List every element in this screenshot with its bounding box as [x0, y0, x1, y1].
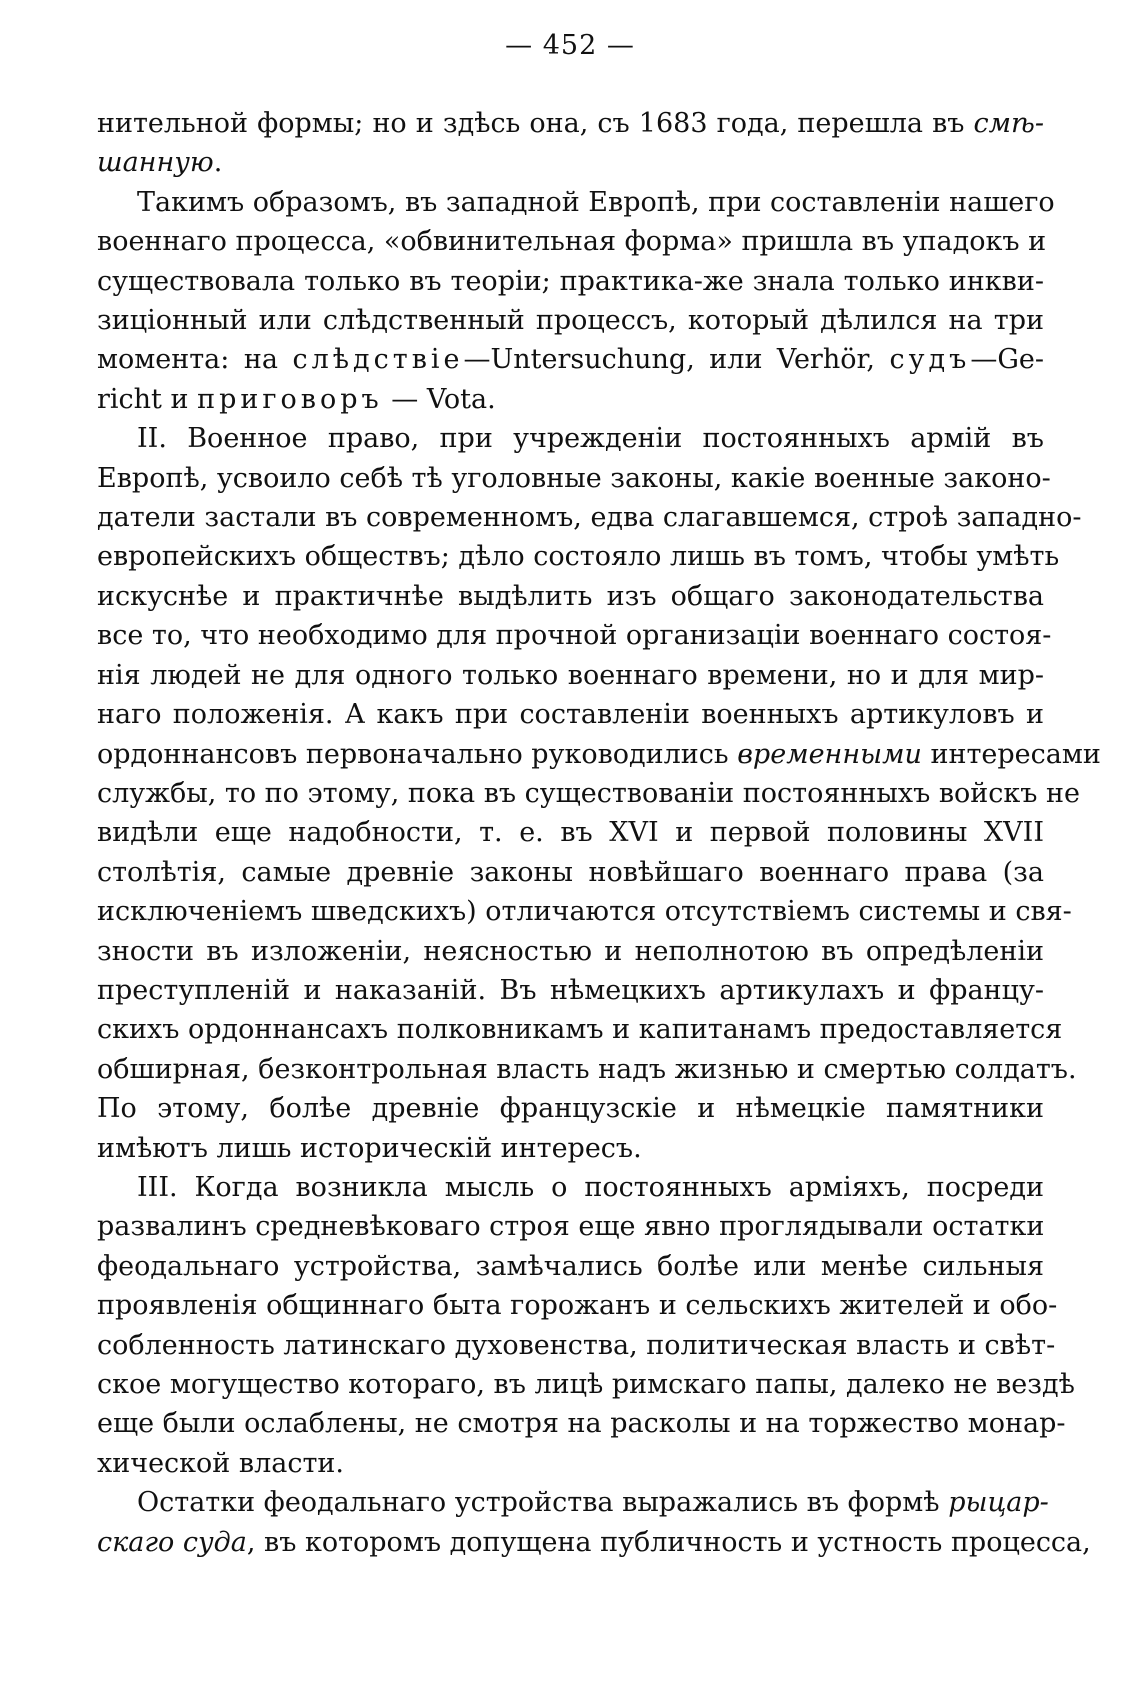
text-line — [97, 1089, 1044, 1128]
text-segment: По этому, болѣе древніе французскіе и нѣмецкіе памятники — [97, 1093, 1044, 1125]
text-segment: европейскихъ обществъ; дѣло состояло лишь въ томъ, чтобы умѣть — [97, 541, 1060, 573]
text-segment: хической власти. — [97, 1447, 344, 1479]
text-line — [97, 1010, 1063, 1049]
text-segment: собленность латинскаго духовенства, политическая власть и свѣт- — [97, 1329, 1056, 1361]
text-line — [97, 183, 1055, 222]
text-segment: Остатки феодальнаго устройства выражались въ формѣ — [137, 1487, 949, 1519]
text-segment: имѣютъ лишь историческій интересъ. — [97, 1132, 642, 1164]
text-line — [97, 262, 1044, 301]
text-line — [97, 1523, 1091, 1562]
text-segment: военнаго процесса, «обвинительная форма» пришла въ упадокъ и — [97, 226, 1047, 258]
text-line — [97, 143, 1044, 182]
paragraph — [97, 183, 1055, 419]
text-segment: столѣтія, самые древніе законы новѣйшаго военнаго права (за — [97, 856, 1044, 888]
text-segment: феодальнаго устройства, замѣчались болѣе или менѣе сильныя — [97, 1250, 1044, 1282]
text-segment: исключеніемъ шведскихъ) отличаются отсутствіемъ системы и свя- — [97, 896, 1072, 928]
paragraph — [97, 1483, 1091, 1562]
text-line — [97, 656, 1044, 695]
italic-text: временными — [737, 738, 922, 770]
text-segment: наго положенія. А какъ при составленіи военныхъ артикуловъ и — [97, 699, 1044, 731]
text-line — [97, 695, 1044, 734]
text-segment: III. Когда возникла мысль о постоянныхъ арміяхъ, посреди — [137, 1171, 1044, 1203]
text-segment: проявленія общиннаго быта горожанъ и сельскихъ жителей и обо- — [97, 1290, 1058, 1322]
italic-text: скаго суда — [97, 1526, 247, 1558]
body-text — [97, 104, 1101, 1562]
text-line — [97, 498, 1082, 537]
spaced-text: судъ — [889, 344, 971, 376]
text-line — [97, 774, 1081, 813]
text-line — [97, 1247, 1044, 1286]
text-segment: видѣли еще надобности, т. е. въ XVI и первой половины XVII — [97, 817, 1044, 849]
text-line — [97, 1365, 1075, 1404]
text-segment: преступленій и наказаній. Въ нѣмецкихъ артикулахъ и францу- — [97, 974, 1044, 1006]
text-segment: richt и — [97, 383, 198, 415]
text-segment: , въ которомъ допущена публичность и устность процесса, — [246, 1526, 1091, 1558]
text-segment: момента: на — [97, 344, 293, 376]
text-line — [97, 1483, 1049, 1522]
text-line — [97, 616, 1052, 655]
text-segment: —Untersuchung, или Verhör, — [463, 344, 890, 376]
text-line — [97, 1207, 1044, 1246]
text-line — [97, 301, 1044, 340]
text-line — [97, 380, 1044, 419]
text-segment: зности въ изложеніи, неясностью и неполнотою въ опредѣленіи — [97, 935, 1044, 967]
text-line — [97, 853, 1044, 892]
text-segment: . — [213, 147, 223, 179]
text-line — [97, 813, 1044, 852]
text-line — [97, 892, 1072, 931]
spaced-text: слѣдствіе — [292, 344, 464, 376]
text-segment: скихъ ордоннансахъ полковникамъ и капитанамъ предоставляется — [97, 1014, 1063, 1046]
paragraph — [97, 1168, 1075, 1483]
text-segment: нія людей не для одного только военнаго времени, но и для мир- — [97, 659, 1044, 691]
text-segment: существовала только въ теоріи; практика-же знала только инкви- — [97, 265, 1044, 297]
italic-text: шанную — [97, 147, 214, 179]
text-segment: II. Военное право, при учрежденіи постоянныхъ армій въ — [137, 423, 1044, 455]
text-segment: ордоннансовъ первоначально руководились — [97, 738, 738, 770]
text-segment: развалинъ средневѣковаго строя еще явно проглядывали остатки — [97, 1211, 1045, 1243]
text-segment: Европѣ, усвоило себѣ тѣ уголовные законы, какіе военные законо- — [97, 462, 1051, 494]
paragraph — [97, 104, 1044, 183]
text-line — [97, 419, 1044, 458]
text-line — [97, 222, 1047, 261]
text-segment: еще были ослаблены, не смотря на расколы и на торжество монар- — [97, 1408, 1066, 1440]
text-line — [97, 1326, 1056, 1365]
text-segment: — Vota. — [382, 383, 496, 415]
text-line — [97, 932, 1044, 971]
text-segment: обширная, безконтрольная власть надъ жизнью и смертью солдатъ. — [97, 1053, 1077, 1085]
text-line — [97, 459, 1051, 498]
text-segment: искуснѣе и практичнѣе выдѣлить изъ общаго законодательства — [97, 580, 1044, 612]
text-line — [97, 1444, 1044, 1483]
text-segment: службы, то по этому, пока въ существованіи постоянныхъ войскъ не — [97, 777, 1081, 809]
text-line — [97, 1168, 1044, 1207]
text-line — [97, 340, 1044, 379]
text-line — [97, 971, 1044, 1010]
text-segment: Такимъ образомъ, въ западной Европѣ, при составленіи нашего — [137, 186, 1055, 218]
text-segment: интересами — [921, 738, 1101, 770]
text-line — [97, 1404, 1066, 1443]
text-line — [97, 537, 1060, 576]
text-line — [97, 577, 1044, 616]
text-segment: нительной формы; но и здѣсь она, съ 1683 года, перешла въ — [97, 108, 974, 139]
spaced-text: приговоръ — [197, 383, 383, 415]
text-segment: датели застали въ современномъ, едва слагавшемся, строѣ западно- — [97, 502, 1082, 534]
text-line — [97, 1286, 1058, 1325]
page-number: — 452 — — [505, 30, 635, 61]
text-line — [97, 735, 1101, 774]
paragraph — [97, 419, 1101, 1168]
text-segment: —Ge- — [970, 344, 1044, 376]
text-line — [97, 1129, 1044, 1168]
text-segment: зиціонный или слѣдственный процессъ, который дѣлился на три — [97, 305, 1044, 337]
text-line — [97, 104, 1044, 143]
text-segment: ское могущество котораго, въ лицѣ римскаго папы, далеко не вездѣ — [97, 1369, 1075, 1400]
text-segment: все то, что необходимо для прочной организаціи военнаго состоя- — [97, 620, 1052, 652]
text-line — [97, 1050, 1077, 1089]
italic-text: рыцар- — [948, 1487, 1049, 1519]
italic-text: смѣ- — [973, 108, 1044, 139]
